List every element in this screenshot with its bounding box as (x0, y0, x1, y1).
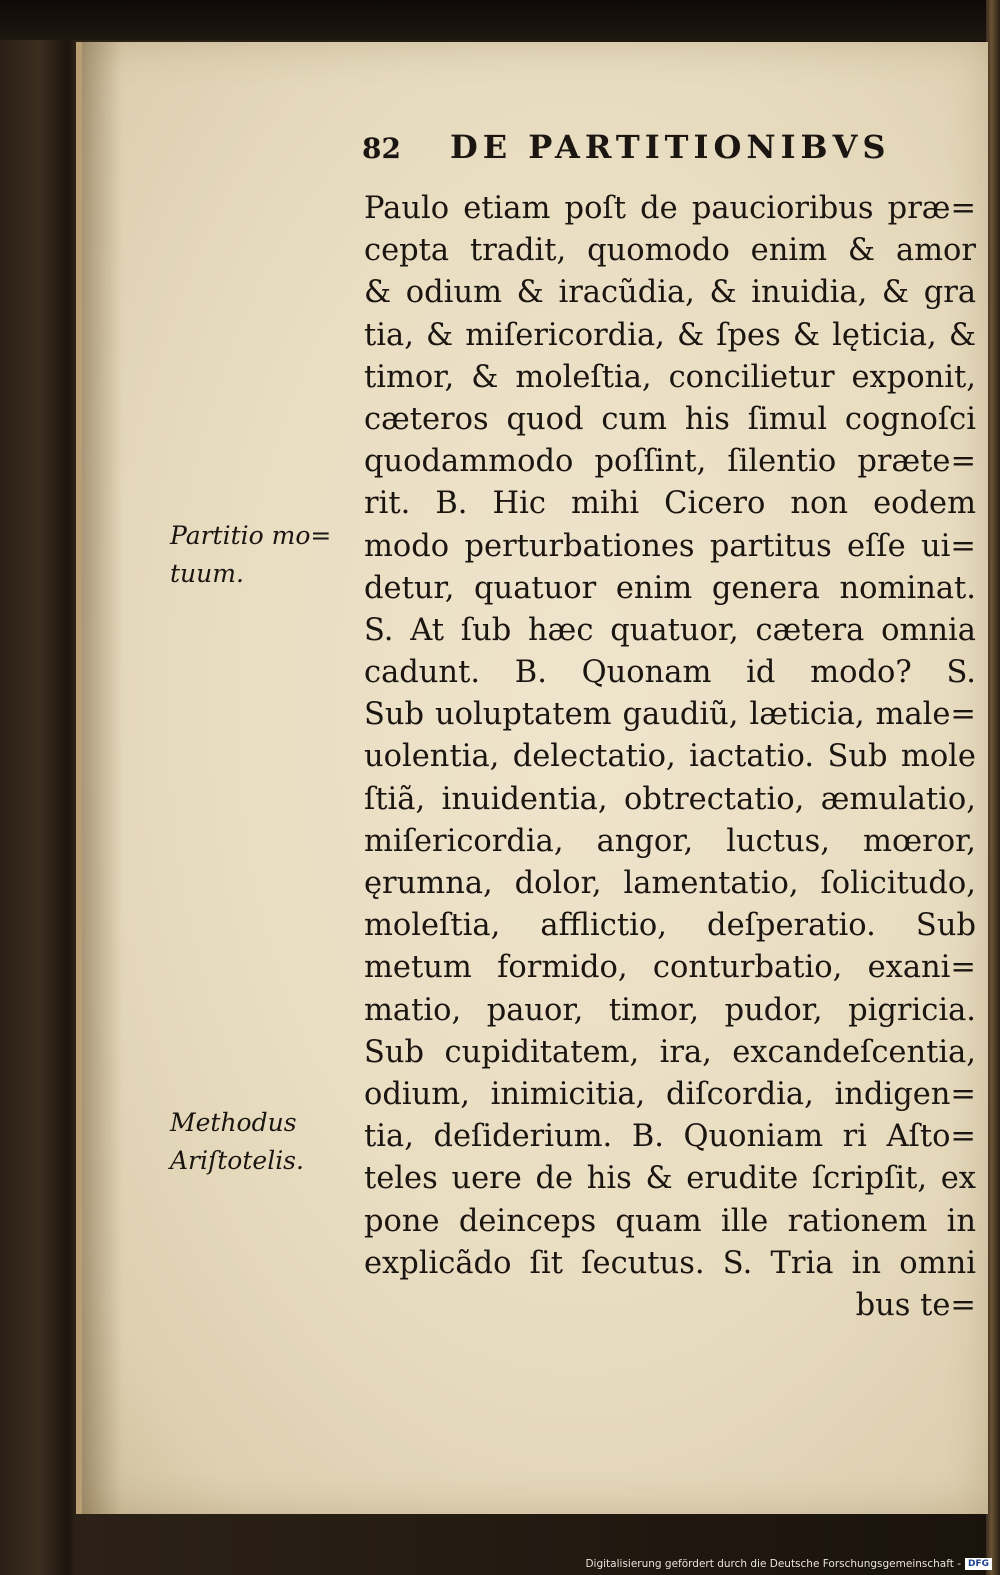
text-line: S. At ſub hæc quatuor, cætera omnia (364, 612, 976, 648)
text-line: pone deinceps quam ille rationem in (364, 1203, 976, 1239)
text-line: uolentia, delectatio, iactatio. Sub mole (364, 739, 976, 775)
text-line: cepta tradit, quomodo enim & amor (364, 233, 976, 269)
text-line: cadunt. B. Quonam id modo? S. (364, 655, 976, 691)
gutter-shadow (82, 42, 122, 1514)
margin-note-line: Methodus (170, 1108, 297, 1137)
margin-note-line: tuum. (170, 559, 244, 588)
text-line: timor, & moleſtia, concilietur exponit, (364, 359, 976, 395)
text-line: moleſtia, afflictio, deſperatio. Sub (364, 908, 976, 944)
scan-top-band (0, 0, 1000, 40)
text-line: teles uere de his & erudite ſcripſit, ex (364, 1161, 976, 1197)
text-line: ſtiã, inuidentia, obtrectatio, æmulatio, (364, 781, 976, 817)
running-head (362, 128, 922, 172)
margin-note-methodus (170, 1104, 304, 1180)
text-line: odium, inimicitia, diſcordia, indigen= (364, 1076, 976, 1112)
page-number: 82 (362, 132, 401, 165)
text-line: cæteros quod cum his ſimul cognoſci (364, 401, 976, 437)
catchword: bus te= (855, 1287, 976, 1323)
book-page (76, 42, 988, 1514)
footer-credit: Digitalisierung gefördert durch die Deutsche Forschungsgemeinschaft - (585, 1558, 961, 1570)
binding-edge (986, 0, 1000, 1575)
text-line: matio, pauor, timor, pudor, pigricia. (364, 992, 976, 1028)
text-line: explicãdo ſit ſecutus. S. Tria in omni (364, 1245, 976, 1281)
text-line: & odium & iracũdia, & inuidia, & gra (364, 275, 976, 311)
text-line: tia, & miſericordia, & ſpes & lęticia, & (364, 317, 976, 353)
digitisation-footer (585, 1557, 992, 1571)
text-line: detur, quatuor enim genera nominat. (364, 570, 976, 606)
margin-note-line: Partitio mo= (170, 521, 332, 550)
text-line: Paulo etiam poſt de paucioribus præ= (364, 191, 976, 226)
text-line: metum formido, conturbatio, exani= (364, 950, 976, 986)
text-line: ęrumna, dolor, lamentatio, ſolicitudo, (364, 866, 976, 901)
text-line: Sub cupiditatem, ira, excandeſcentia, (364, 1034, 976, 1070)
dfg-logo: DFG (965, 1558, 992, 1570)
text-line: rit. B. Hic mihi Cicero non eodem (364, 486, 976, 522)
header-title: DE PARTITIONIBVS (450, 128, 891, 166)
text-line: modo perturbationes partitus eſſe ui= (364, 528, 976, 564)
text-line: miſericordia, angor, luctus, mœror, (364, 823, 976, 859)
text-line: quodammodo poſſint, ſilentio præte= (364, 444, 976, 480)
text-line: tia, deſiderium. B. Quoniam ri Aſto= (364, 1119, 976, 1155)
body-text (364, 188, 976, 1327)
text-line: Sub uoluptatem gaudiũ, læticia, male= (364, 697, 976, 733)
margin-note-line: Ariſtotelis. (170, 1146, 304, 1175)
margin-note-partitio (170, 517, 331, 593)
